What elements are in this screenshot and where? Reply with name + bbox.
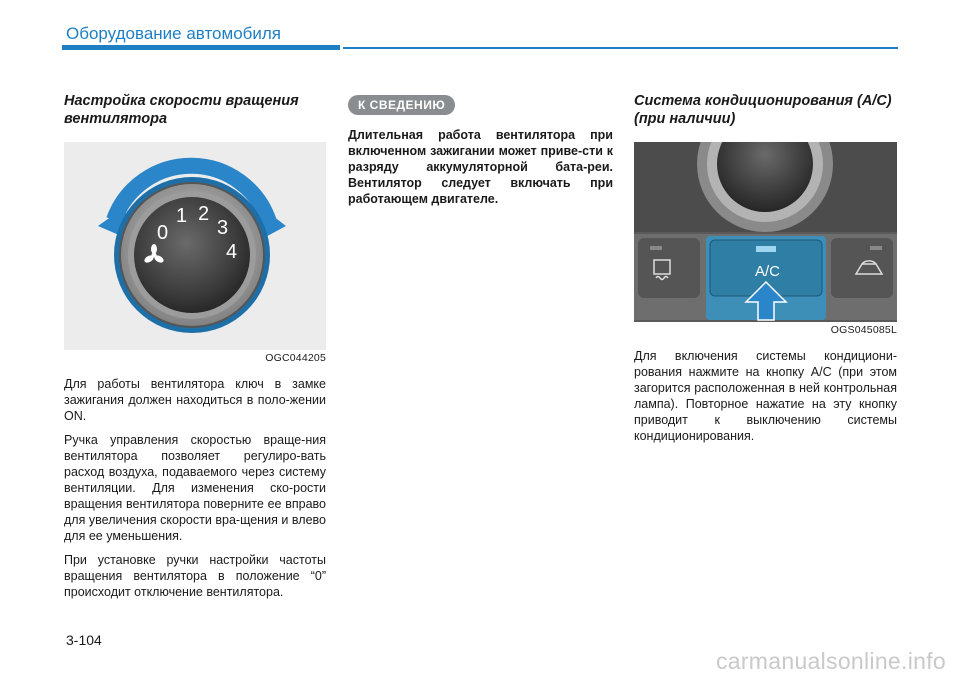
- ac-button-photo: [634, 142, 897, 322]
- indicator-lamp: [756, 246, 776, 252]
- dial-label-3: 3: [217, 217, 229, 239]
- ac-button-label: A/C: [755, 263, 781, 280]
- section-header: Оборудование автомобиля: [66, 24, 282, 43]
- ac-paragraph: Для включения системы кондициони-рования нажмите на кнопку A/C (при этом загорится расположенная в ней контрольная лампа). Повторное нажатие на эту кнопку приводит к выключению системы кондиционирования.: [634, 349, 897, 443]
- fan-paragraph-3: При установке ручки настройки частоты вращения вентилятора в положение “0” происходит отключение вентилятора.: [64, 553, 326, 599]
- ac-panel-illustration: [634, 142, 897, 322]
- header-rule-thick: [62, 45, 340, 50]
- page-number: 3-104: [66, 632, 102, 648]
- photo-code-ac: OGS045085L: [830, 324, 897, 336]
- fan-paragraph-2: Ручка управления скоростью враще-ния вентилятора позволяет регулиро-вать расход воздуха, подаваемого через систему вентиляции. Для изменения ско-рости вращения вентилятора поверните ее вправо для увеличения скорости вра-щения и влево для ее уменьшения.: [64, 433, 326, 543]
- fan-knob-illustration: [64, 142, 326, 350]
- dial-label-0: 0: [157, 222, 169, 244]
- notice-text: Длительная работа вентилятора при включенном зажигании может приве-сти к разряду аккумуляторной бата-реи. Вентилятор следует включать при работающем двигателе.: [348, 128, 613, 206]
- dial-label-1: 1: [176, 205, 188, 227]
- fan-speed-column: [64, 92, 326, 608]
- fan-paragraph-1: Для работы вентилятора ключ в замке зажигания должен находиться в поло-жении ON.: [64, 377, 326, 423]
- ac-title: Система кондиционирования (A/C) (при наличии): [634, 93, 892, 127]
- dial-label-4: 4: [226, 241, 238, 263]
- fan-knob-photo: [64, 142, 326, 350]
- watermark: carmanualsonline.info: [715, 648, 946, 674]
- photo-code-fan: OGC044205: [265, 352, 326, 364]
- notice-column: [348, 95, 613, 207]
- header-rule-thin: [343, 47, 898, 49]
- notice-badge: К СВЕДЕНИЮ: [348, 95, 455, 115]
- fan-speed-title: Настройка скорости вращения вентилятора: [64, 93, 299, 127]
- ac-column: [634, 92, 897, 452]
- dial-label-2: 2: [198, 203, 210, 225]
